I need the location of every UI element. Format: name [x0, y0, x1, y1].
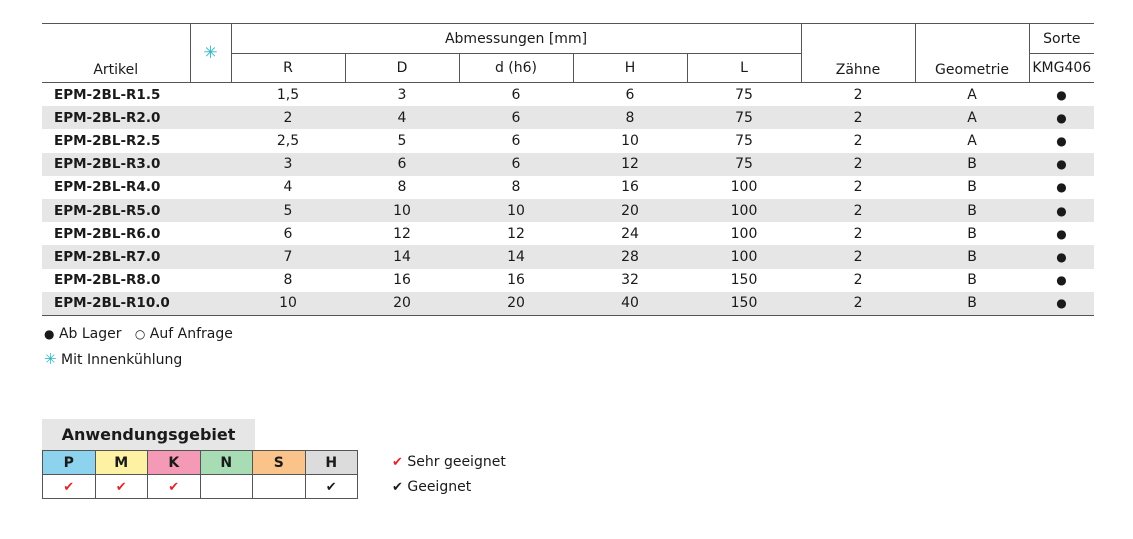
- cell-zaehne: 2: [801, 153, 915, 176]
- cell-geometrie: A: [915, 106, 1029, 129]
- cell-h: 24: [621, 225, 639, 242]
- header-abmessungen: Abmessungen [mm]: [231, 24, 801, 54]
- cell-d: 3: [397, 86, 407, 103]
- cell-l: 75: [735, 86, 753, 103]
- cell-l: 75: [687, 106, 801, 129]
- red-check-icon: ✔: [392, 455, 403, 470]
- material-m: M: [95, 451, 148, 475]
- cell-d-h6: 6: [459, 106, 573, 129]
- cell-d: 6: [345, 153, 459, 176]
- cell-geometrie: A: [967, 86, 977, 103]
- cell-r: 5: [231, 199, 345, 222]
- cell-artikel: EPM-2BL-R6.0: [54, 225, 161, 242]
- header-grade: KMG406: [1029, 54, 1094, 83]
- cell-d-h6: 6: [459, 153, 573, 176]
- material-p: P: [43, 451, 96, 475]
- check-icon: ✔: [63, 479, 75, 495]
- application-title: Anwendungsgebiet: [42, 419, 255, 450]
- cell-zaehne: 2: [853, 86, 863, 103]
- cell-zaehne: 2: [853, 179, 863, 196]
- cell-zaehne: 2: [853, 272, 863, 289]
- cell-d-h6: 12: [507, 225, 525, 242]
- cell-coolant: [190, 83, 231, 107]
- material-m-suitability: [95, 475, 148, 499]
- material-k: K: [148, 451, 201, 475]
- cell-h: 28: [573, 245, 687, 268]
- cell-coolant: [190, 199, 231, 222]
- cell-stock: [1029, 199, 1094, 222]
- cell-d-h6: 6: [511, 86, 521, 103]
- cell-d-h6: 6: [511, 132, 521, 149]
- cell-stock: [1029, 292, 1094, 316]
- header-l: L: [687, 54, 801, 83]
- cell-d-h6: 10: [459, 199, 573, 222]
- cell-h: 12: [573, 153, 687, 176]
- check-icon: ✔: [168, 479, 180, 495]
- legend-coolant-line: [44, 347, 233, 373]
- table-row: [42, 245, 1094, 268]
- cell-d: 10: [345, 199, 459, 222]
- header-zaehne: Zähne: [801, 24, 915, 83]
- cell-r: 1,5: [276, 86, 300, 103]
- cell-l: 75: [687, 153, 801, 176]
- table-row: [42, 106, 1094, 129]
- cell-d: 5: [397, 132, 407, 149]
- stock-dot-icon: ●: [1056, 180, 1067, 195]
- header-h: H: [573, 54, 687, 83]
- stock-dot-icon: ●: [1056, 133, 1067, 148]
- cell-d-h6: 20: [459, 292, 573, 316]
- cell-h: 6: [625, 86, 635, 103]
- header-d-h6: d (h6): [459, 54, 573, 83]
- stock-dot-icon: ●: [1056, 273, 1067, 288]
- cell-geometrie: A: [967, 132, 977, 149]
- legend-auf-anfrage: Auf Anfrage: [149, 326, 233, 342]
- header-sorte: Sorte: [1029, 24, 1094, 54]
- cell-geometrie: B: [967, 272, 977, 289]
- stock-dot-icon: ●: [1056, 249, 1067, 264]
- stock-dot-icon: ●: [1056, 296, 1067, 311]
- cell-artikel: EPM-2BL-R3.0: [42, 153, 190, 176]
- check-icon: ✔: [115, 479, 127, 495]
- cell-coolant: [190, 176, 231, 199]
- cell-coolant: [190, 269, 231, 292]
- specification-table: [42, 23, 1094, 316]
- cell-geometrie: B: [915, 199, 1029, 222]
- cell-stock: [1029, 106, 1094, 129]
- cell-stock: [1029, 269, 1094, 292]
- cell-zaehne: 2: [853, 225, 863, 242]
- cell-l: 100: [687, 199, 801, 222]
- cell-l: 100: [730, 225, 758, 242]
- cell-coolant: [190, 153, 231, 176]
- cell-artikel: EPM-2BL-R4.0: [54, 179, 161, 196]
- cell-geometrie: B: [967, 179, 977, 196]
- stock-dot-icon: ●: [1056, 87, 1067, 102]
- cell-d: 20: [345, 292, 459, 316]
- cell-coolant: [190, 106, 231, 129]
- legend-stock-line: [44, 322, 233, 347]
- cell-d-h6: 14: [459, 245, 573, 268]
- cell-l: 150: [730, 272, 758, 289]
- cell-d-h6: 8: [511, 179, 521, 196]
- cell-coolant: [190, 245, 231, 268]
- cell-artikel: EPM-2BL-R8.0: [54, 272, 161, 289]
- stock-legend: [44, 322, 233, 373]
- filled-dot-icon: ●: [44, 327, 55, 341]
- cell-geometrie: B: [915, 153, 1029, 176]
- table-row: [42, 222, 1094, 245]
- table-row: [42, 153, 1094, 176]
- cell-r: 7: [231, 245, 345, 268]
- legend-ab-lager: Ab Lager: [58, 326, 122, 342]
- header-geometrie: Geometrie: [915, 24, 1029, 83]
- cell-r: 3: [231, 153, 345, 176]
- table-row: [42, 199, 1094, 222]
- header-d: D: [345, 54, 459, 83]
- stock-dot-icon: ●: [1056, 226, 1067, 241]
- table-row: [42, 269, 1094, 292]
- cell-stock: [1029, 129, 1094, 152]
- legend-innenkuehlung: Mit Innenkühlung: [61, 352, 183, 368]
- cell-r: 2: [231, 106, 345, 129]
- table-row: [42, 129, 1094, 152]
- table-row: [42, 292, 1094, 316]
- cell-stock: [1029, 83, 1094, 107]
- cell-zaehne: 2: [801, 292, 915, 316]
- cell-h: 40: [573, 292, 687, 316]
- cell-d: 12: [393, 225, 411, 242]
- cell-artikel: EPM-2BL-R2.0: [42, 106, 190, 129]
- cell-geometrie: B: [967, 225, 977, 242]
- material-h-suitability: [305, 475, 358, 499]
- cell-geometrie: B: [915, 292, 1029, 316]
- cell-d: 4: [345, 106, 459, 129]
- material-s-suitability: [253, 475, 306, 499]
- cell-l: 150: [687, 292, 801, 316]
- key-sehr-geeignet-line: [392, 450, 506, 475]
- cell-r: 4: [283, 179, 293, 196]
- cell-l: 100: [687, 245, 801, 268]
- cell-zaehne: 2: [853, 132, 863, 149]
- material-n-suitability: [200, 475, 253, 499]
- cell-coolant: [190, 292, 231, 316]
- cell-artikel: EPM-2BL-R1.5: [54, 86, 161, 103]
- cell-h: 8: [573, 106, 687, 129]
- table-row: [42, 176, 1094, 199]
- material-p-suitability: [43, 475, 96, 499]
- cell-stock: [1029, 222, 1094, 245]
- cell-artikel: EPM-2BL-R5.0: [42, 199, 190, 222]
- cell-l: 100: [730, 179, 758, 196]
- cell-coolant: [190, 222, 231, 245]
- black-check-icon: ✔: [392, 480, 403, 495]
- cell-r: 6: [283, 225, 293, 242]
- material-s: S: [253, 451, 306, 475]
- cell-r: 2,5: [276, 132, 300, 149]
- cell-h: 16: [621, 179, 639, 196]
- header-artikel: Artikel: [42, 24, 190, 83]
- cell-artikel: EPM-2BL-R7.0: [42, 245, 190, 268]
- cell-artikel: EPM-2BL-R2.5: [54, 132, 161, 149]
- cell-artikel: EPM-2BL-R10.0: [42, 292, 190, 316]
- header-r: R: [231, 54, 345, 83]
- cell-r: 10: [231, 292, 345, 316]
- coolant-legend-icon: ✳: [44, 350, 57, 368]
- cell-zaehne: 2: [801, 245, 915, 268]
- cell-d: 8: [397, 179, 407, 196]
- cell-stock: [1029, 245, 1094, 268]
- table-row: [42, 83, 1094, 107]
- material-h: H: [305, 451, 358, 475]
- cell-r: 8: [283, 272, 293, 289]
- stock-dot-icon: ●: [1056, 157, 1067, 172]
- cell-h: 32: [621, 272, 639, 289]
- cell-d-h6: 16: [507, 272, 525, 289]
- coolant-icon: ✳: [190, 24, 231, 83]
- application-table: [42, 450, 358, 499]
- cell-zaehne: 2: [801, 199, 915, 222]
- suitability-key: [392, 450, 506, 500]
- key-geeignet: Geeignet: [407, 479, 472, 495]
- open-dot-icon: ○: [134, 327, 146, 341]
- cell-coolant: [190, 129, 231, 152]
- cell-d: 14: [345, 245, 459, 268]
- stock-dot-icon: ●: [1056, 110, 1067, 125]
- cell-l: 75: [735, 132, 753, 149]
- cell-stock: [1029, 176, 1094, 199]
- key-sehr-geeignet: Sehr geeignet: [407, 454, 506, 470]
- cell-geometrie: B: [915, 245, 1029, 268]
- cell-d: 16: [393, 272, 411, 289]
- cell-stock: [1029, 153, 1094, 176]
- material-k-suitability: [148, 475, 201, 499]
- cell-h: 20: [573, 199, 687, 222]
- check-icon: ✔: [325, 479, 337, 495]
- stock-dot-icon: ●: [1056, 203, 1067, 218]
- cell-h: 10: [621, 132, 639, 149]
- material-n: N: [200, 451, 253, 475]
- key-geeignet-line: [392, 475, 506, 500]
- cell-zaehne: 2: [801, 106, 915, 129]
